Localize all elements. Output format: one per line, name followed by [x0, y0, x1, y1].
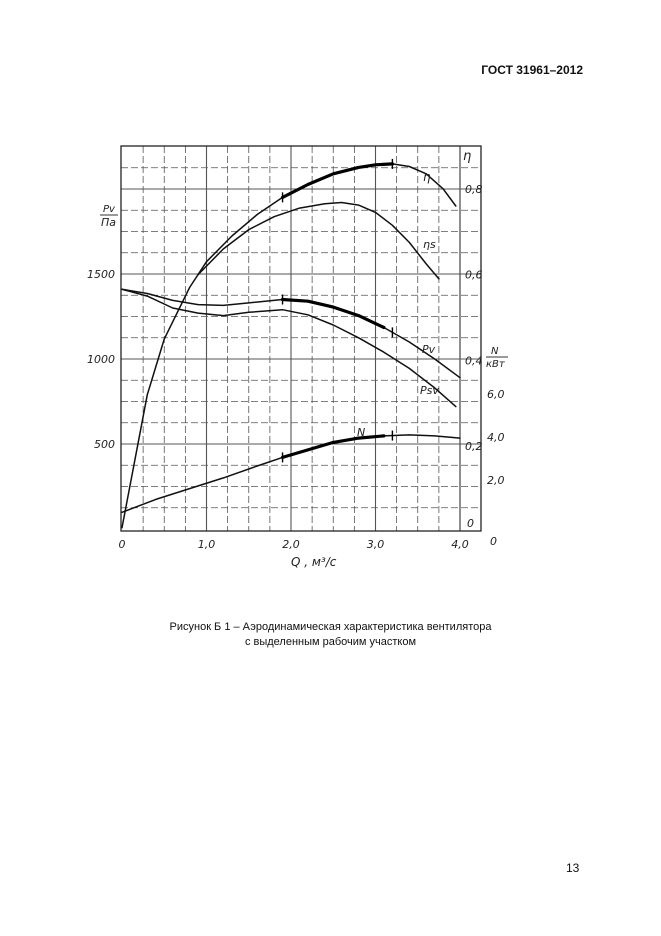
x-tick-label: 4,0	[451, 538, 469, 551]
y-power-tick-label: 6,0	[487, 388, 505, 401]
curve-1	[198, 203, 439, 279]
y-pressure-tick-label: 1500	[87, 268, 115, 281]
y-pressure-tick-label: 1000	[87, 353, 115, 366]
curve-label-eta-s: ηs	[423, 238, 436, 251]
x-axis-label: Q , м³/с	[291, 555, 337, 569]
y-efficiency-label: η	[463, 149, 472, 164]
curve-label-eta: η	[423, 170, 431, 184]
curve-label-pv: Pv	[422, 343, 436, 356]
document-code: ГОСТ 31961–2012	[481, 63, 583, 77]
y-pressure-tick-label: 500	[94, 438, 115, 451]
curve-0	[122, 164, 456, 528]
x-tick-label: 0	[118, 538, 126, 551]
y-pressure-label-top: Pv	[103, 204, 115, 215]
x-tick-label: 2,0	[282, 538, 300, 551]
y-efficiency-tick-label: 0,2	[465, 440, 483, 454]
y-power-label-bottom: кВт	[486, 359, 505, 370]
curve-label-psv: Psv	[420, 384, 439, 397]
y-power-tick-label: 0	[490, 535, 497, 548]
grid	[121, 146, 481, 531]
caption-line-1: Рисунок Б 1 – Аэродинамическая характеристика вентилятора	[169, 621, 492, 633]
curve-label-n: N	[357, 426, 366, 439]
y-efficiency-tick-label: 0,6	[465, 268, 483, 282]
y-pressure-label-bottom: Па	[101, 216, 117, 229]
y-power-tick-label: 0	[467, 517, 474, 530]
caption-line-2: с выделенным рабочим участком	[244, 636, 417, 648]
curve-3	[122, 289, 456, 406]
page-number: 13	[566, 861, 580, 875]
tick-labels	[87, 183, 505, 551]
x-tick-label: 1,0	[197, 538, 216, 551]
y-efficiency-tick-label: 0,4	[465, 354, 483, 368]
y-power-tick-label: 2,0	[487, 474, 505, 487]
y-power-label-top: N	[491, 346, 499, 357]
y-efficiency-tick-label: 0,8	[465, 182, 483, 196]
y-power-tick-label: 4,0	[487, 431, 505, 444]
figure-caption	[0, 620, 661, 650]
x-tick-label: 3,0	[366, 538, 385, 551]
plot-frame	[121, 146, 481, 531]
